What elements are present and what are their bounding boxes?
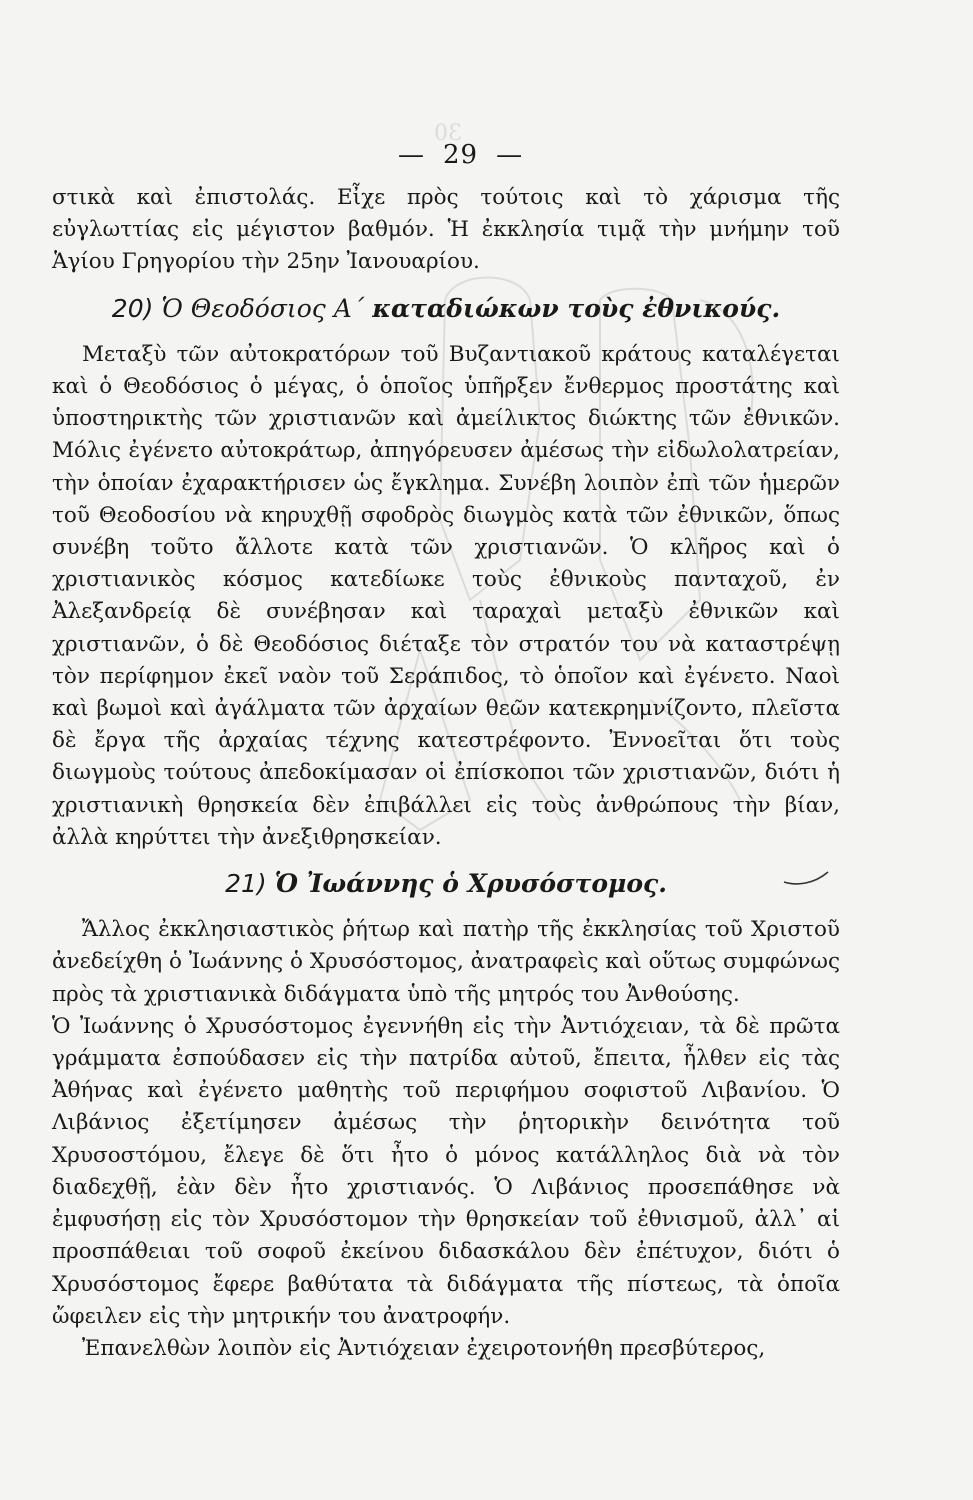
- paragraph: Μεταξὺ τῶν αὐτοκρατόρων τοῦ Βυζαντιακοῦ κράτους καταλέγεται καὶ ὁ Θεοδόσιος ὁ μέγας, ὁ ὁποῖος ὑπῆρξεν ἔνθερμος προστάτης καὶ ὑποστηρικτὴς τῶν χριστιανῶν καὶ ἀμείλικτος διώκτης τῶν ἐθνικῶν. Μόλις ἐγένετο αὐτοκράτωρ, ἀπηγόρευσεν ἀμέσως τὴν εἰδωλολατρείαν, τὴν ὁποίαν ἐχαρακτήρισεν ὡς ἔγκλημα. Συνέβη λοιπὸν ἐπὶ τῶν ἡμερῶν τοῦ Θεοδοσίου νὰ κηρυχθῇ σφοδρὸς διωγμὸς κατὰ τῶν ἐθνικῶν, ὅπως συνέβη τοῦτο ἄλλοτε κατὰ τῶν χριστιανῶν. Ὁ κλῆρος καὶ ὁ χριστιανικὸς κόσμος κατεδίωκε τοὺς ἐθνικοὺς πανταχοῦ, ἐν Ἀλεξανδρείᾳ δὲ συνέβησαν καὶ ταραχαὶ μεταξὺ ἐθνικῶν καὶ χριστιανῶν, ὁ δὲ Θεοδόσιος διέταξε τὸν στρατόν του νὰ καταστρέψῃ τὸν περίφημον ἐκεῖ ναὸν τοῦ Σεράπιδος, τὸ ὁποῖον καὶ ἐγένετο. Ναοὶ καὶ βωμοὶ καὶ ἀγάλματα τῶν ἀρχαίων θεῶν κατεκρημνίζοντο, πλεῖστα δὲ ἔργα τῆς ἀρχαίας τέχνης κατεστρέφοντο. Ἐννοεῖται ὅτι τοὺς διωγμοὺς τούτους ἀπεδοκίμασαν οἱ ἐπίσκοποι τῶν χριστιανῶν, διότι ἡ χριστιανικὴ θρησκεία δὲν ἐπιβάλλει εἰς τοὺς ἀνθρώπους τὴν βίαν, ἀλλὰ κηρύττει τὴν ἀνεξιθρησκείαν.: [52, 341, 840, 850]
- section-title-bold: καταδιώκων τοὺς ἐθνικούς.: [372, 293, 781, 323]
- body-text: [52, 182, 840, 1365]
- section-title: Ὁ Ἰωάννης ὁ Χρυσόστομος.: [274, 869, 667, 899]
- page-number: — 29 —: [398, 140, 524, 170]
- section-heading-21: [52, 868, 840, 900]
- paragraph: Ὁ Ἰωάννης ὁ Χρυσόστομος ἐγεννήθη εἰς τὴν Ἀντιόχειαν, τὰ δὲ πρῶτα γράμματα ἐσπούδασεν εἰς τὴν πατρίδα αὐτοῦ, ἔπειτα, ἦλθεν εἰς τὰς Ἀθήνας καὶ ἐγένετο μαθητὴς τοῦ περιφήμου σοφιστοῦ Λιβανίου. Ὁ Λιβάνιος ἐξετίμησεν ἀμέσως τὴν ῥητορικὴν δεινότητα τοῦ Χρυσοστόμου, ἔλεγε δὲ ὅτι ἦτο ὁ μόνος κατάλληλος διὰ νὰ τὸν διαδεχθῇ, ἐὰν δὲν ἦτο χριστιανός. Ὁ Λιβάνιος προσεπάθησε νὰ ἐμφυσήσῃ εἰς τὸν Χρυσόστομον τὴν θρησκείαν τοῦ ἐθνισμοῦ, ἀλλ᾽ αἱ προσπάθειαι τοῦ σοφοῦ ἐκείνου διδασκάλου δὲν ἐπέτυχον, διότι ὁ Χρυσόστομος ἔφερε βαθύτατα τὰ διδάγματα τῆς πίστεως, τὰ ὁποῖα ὤφειλεν εἰς τὴν μητρικήν του ἀνατροφήν.: [52, 1013, 840, 1329]
- section-title: Ὁ Θεοδόσιος Α΄: [161, 293, 365, 323]
- paragraph: στικὰ καὶ ἐπιστολάς. Εἶχε πρὸς τούτοις καὶ τὸ χάρισμα τῆς εὐγλωττίας εἰς μέγιστον βαθμόν. Ἡ ἐκκλησία τιμᾷ τὴν μνήμην τοῦ Ἁγίου Γρηγορίου τὴν 25ην Ἰανουαρίου.: [52, 185, 840, 275]
- paragraph: Ἐπανελθὼν λοιπὸν εἰς Ἀντιόχειαν ἐχειροτονήθη πρεσβύτερος,: [82, 1335, 766, 1361]
- section-heading-20: [52, 293, 840, 325]
- section-number: 20): [111, 293, 154, 323]
- paragraph: Ἄλλος ἐκκλησιαστικὸς ῥήτωρ καὶ πατὴρ τῆς ἐκκλησίας τοῦ Χριστοῦ ἀνεδείχθη ὁ Ἰωάννης ὁ Χρυσόστομος, ἀνατραφεὶς καὶ οὕτως συμφώνως πρὸς τὰ χριστιανικὰ διδάγματα ὑπὸ τῆς μητρός του Ἀνθούσης.: [52, 917, 840, 1007]
- section-number: 21): [225, 869, 267, 899]
- svg-text:30: 30: [434, 121, 462, 146]
- flourish-mark: [782, 868, 832, 888]
